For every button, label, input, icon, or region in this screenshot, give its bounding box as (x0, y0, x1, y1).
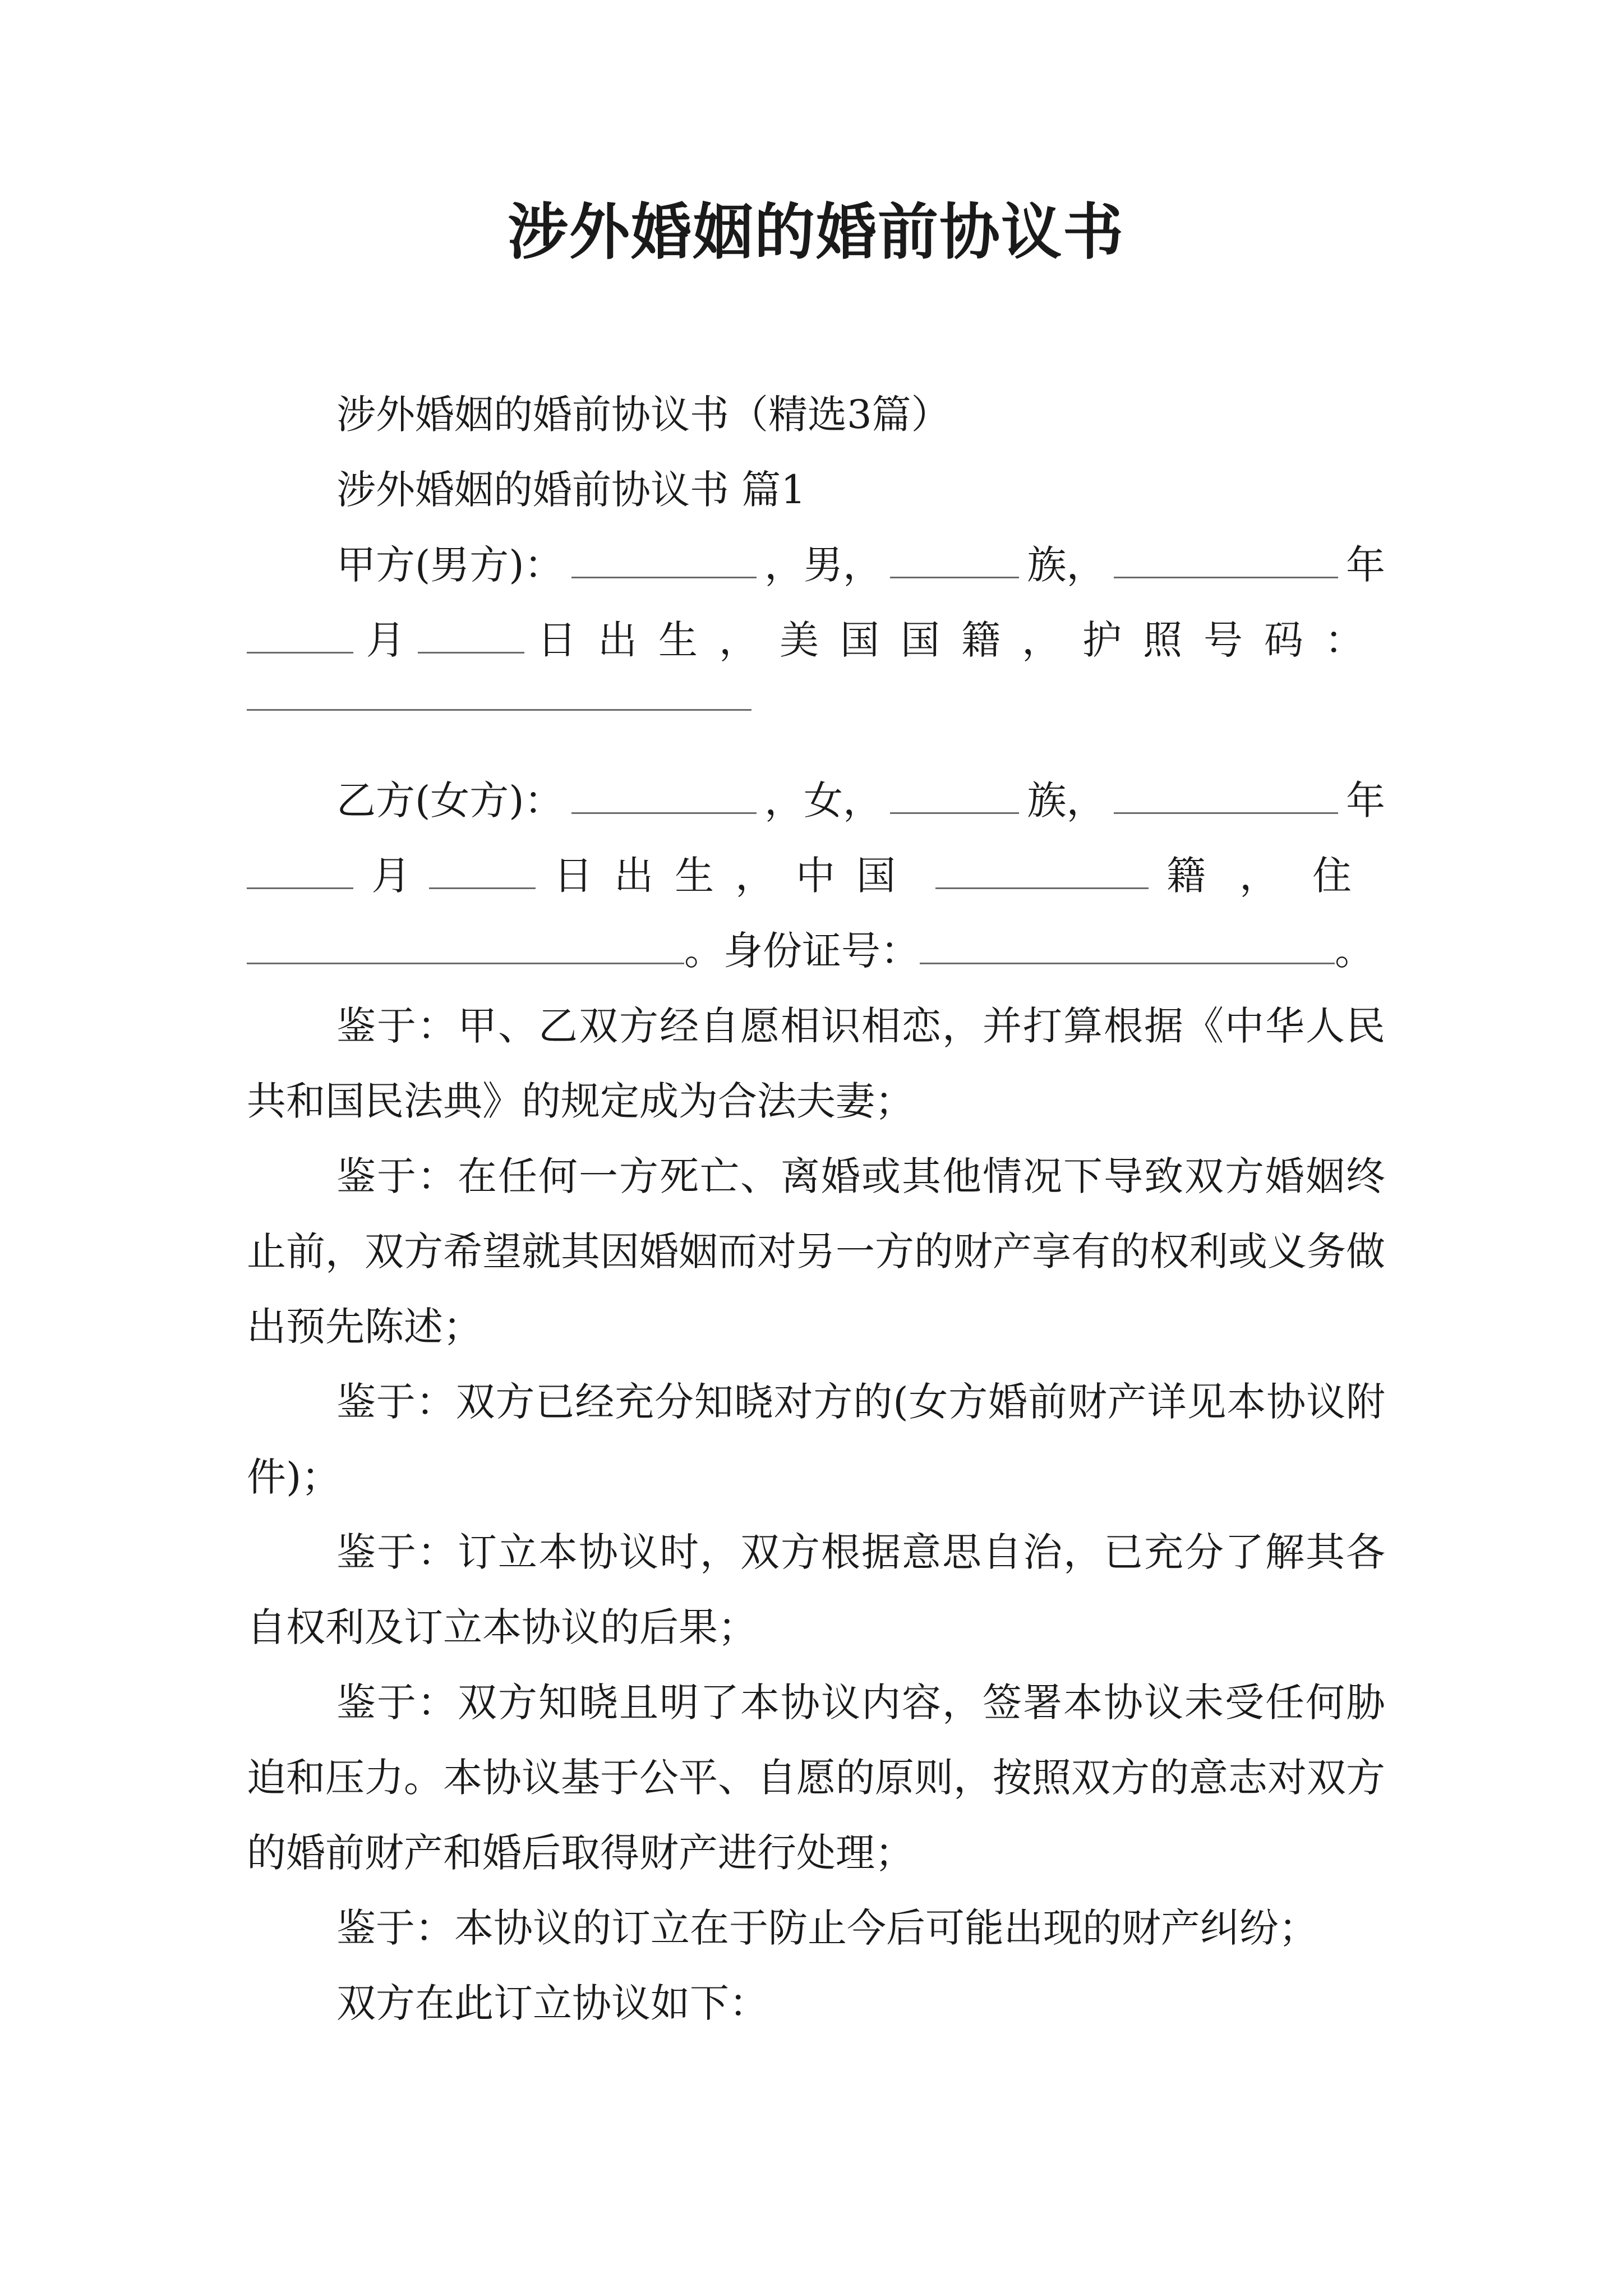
subtitle-line (247, 377, 1385, 452)
party-a-ethnic-label: 族， (1027, 542, 1106, 588)
party-a-year-label: 年 (1345, 542, 1385, 588)
party-a-year-blank[interactable] (1114, 545, 1338, 578)
party-b-id-blank[interactable] (920, 931, 1335, 964)
document-title: 涉外婚姻的婚前协议书 (507, 197, 1124, 268)
party-b-day-blank[interactable] (429, 856, 536, 889)
party-b-line-2 (247, 838, 1385, 913)
paragraph: 鉴于：甲、乙双方经自愿相识相恋，并打算根据《中华人民共和国民法典》的规定成为合法夫妻； (247, 1003, 1385, 1124)
party-a-line-3 (247, 678, 1385, 753)
party-a-month-label: 月 (366, 617, 405, 663)
party-a-birth-text: 日出生，美国国籍，护照号码： (537, 617, 1385, 663)
party-b-address-blank[interactable] (247, 931, 684, 964)
party-b-sex: ，女， (764, 777, 883, 823)
party-a-line-2 (247, 602, 1385, 678)
party-b-province-blank[interactable] (935, 856, 1149, 889)
paragraph: 鉴于：双方已经充分知晓对方的(女方婚前财产详见本协议附件)； (247, 1379, 1385, 1500)
party-b-end: 。 (1335, 928, 1374, 974)
party-b-month-blank[interactable] (247, 856, 353, 889)
document-body (247, 377, 1385, 2041)
party-a-sex: ，男， (764, 542, 883, 588)
party-b-birth-text: 日出生，中国 (554, 853, 917, 899)
party-b-nationality-text: 籍，住 (1166, 853, 1385, 899)
section-heading-line (247, 452, 1385, 527)
party-a-month-blank[interactable] (247, 620, 353, 654)
party-a-passport-blank[interactable] (247, 678, 751, 711)
party-a-name-blank[interactable] (571, 545, 757, 578)
party-b-ethnic-label: 族， (1027, 777, 1106, 823)
party-a-line-1 (247, 527, 1385, 602)
party-b-label: 乙方(女方)： (336, 777, 564, 823)
party-b-line-1 (247, 763, 1385, 838)
paragraph: 鉴于：本协议的订立在于防止今后可能出现的财产纠纷； (336, 1905, 1318, 1951)
party-b-month-label: 月 (371, 853, 411, 899)
party-b-ethnic-blank[interactable] (890, 781, 1019, 814)
party-b-name-blank[interactable] (571, 781, 757, 814)
paragraph: 鉴于：在任何一方死亡、离婚或其他情况下导致双方婚姻终止前，双方希望就其因婚姻而对另一方的财产享有的权利或义务做出预先陈述； (247, 1153, 1385, 1350)
paragraph: 双方在此订立协议如下： (336, 1980, 768, 2026)
party-b-id-label: 。身份证号： (684, 928, 920, 974)
document-subtitle: 涉外婚姻的婚前协议书（精选3篇） (336, 392, 951, 438)
party-b-line-3 (247, 913, 1385, 988)
party-b-year-label: 年 (1345, 777, 1385, 823)
paragraph: 鉴于：订立本协议时，双方根据意思自治，已充分了解其各自权利及订立本协议的后果； (247, 1529, 1385, 1650)
party-a-ethnic-blank[interactable] (890, 545, 1019, 578)
party-a-day-blank[interactable] (418, 620, 524, 654)
paragraph: 鉴于：双方知晓且明了本协议内容，签署本协议未受任何胁迫和压力。本协议基于公平、自愿的原则，按照双方的意志对双方的婚前财产和婚后取得财产进行处理； (247, 1680, 1385, 1876)
section-heading: 涉外婚姻的婚前协议书 篇1 (336, 467, 806, 513)
party-a-label: 甲方(男方)： (336, 542, 564, 588)
party-b-year-blank[interactable] (1114, 781, 1338, 814)
